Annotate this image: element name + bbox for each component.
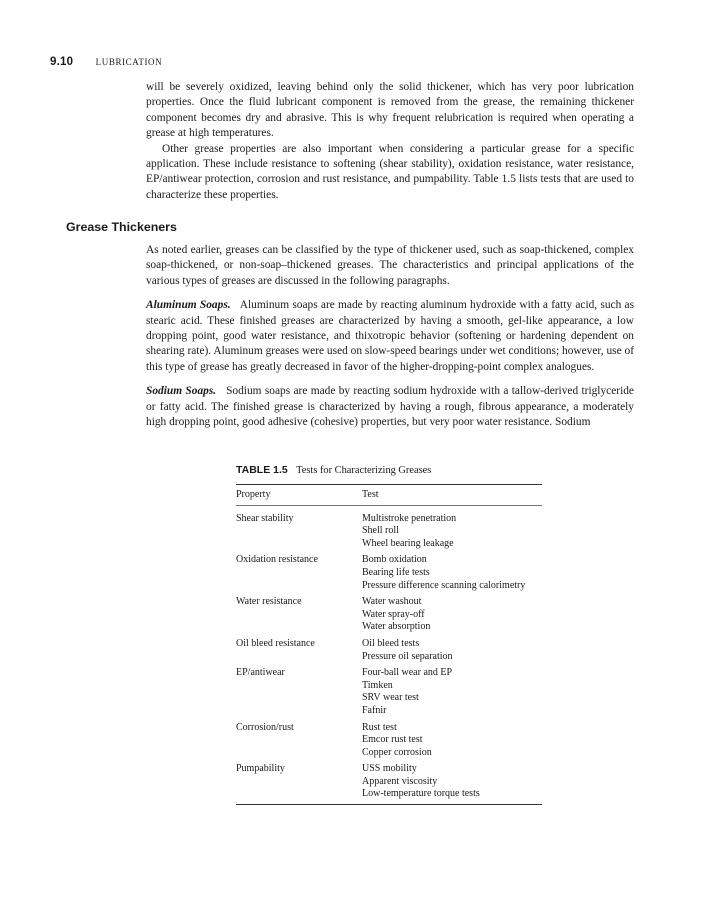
property-cell: Corrosion/rust — [236, 721, 294, 733]
table-row — [236, 663, 542, 680]
table-row — [236, 788, 542, 804]
paragraph-sodium-soaps — [146, 384, 634, 430]
table-row — [236, 759, 542, 776]
paragraph: As noted earlier, greases can be classified by the type of thickener used, such as soap-thickened, complex soap-thickened, or non-soap–thickened greases. The characteristics and principal applications of the various types of greases are discussed in the following paragraphs. — [146, 244, 634, 287]
paragraph: Other grease properties are also important when considering a particular grease for a specific application. These include resistance to softening (shear stability), oxidation resistance, water resistance, EP/antiwear protection, corrosion and rust resistance, and pumpability. Table 1.5 lists tests that are used to characterize these properties. — [146, 142, 634, 201]
table-caption — [236, 464, 542, 476]
table-row — [236, 705, 542, 718]
test-cell: SRV wear test — [362, 692, 419, 704]
table-body — [236, 505, 542, 804]
table-title: Tests for Characterizing Greases — [296, 465, 432, 476]
table-row — [236, 567, 542, 580]
page-number: 9.10 — [50, 56, 74, 68]
intro-text — [146, 80, 634, 203]
table-header-row — [236, 485, 542, 506]
paragraph-text: Sodium soaps are made by reacting sodium hydroxide with a tallow-derived triglyceride or fatty acid. The finished grease is characterized by having a rough, fibrous appearance, a moderately high dropping point, good adhesive (cohesive) properties, but very poor water resistance. Sodium — [146, 385, 634, 429]
column-header-test: Test — [362, 485, 542, 506]
paragraph-text: Aluminum soaps are made by reacting aluminum hydroxide with a fatty acid, such as stearic acid. These finished greases are characterized by having a smooth, gel-like appearance, a low dropping point, good water resistance, and thixotropic behavior (softening or hardening dependent on shearing rate). Aluminum greases were used on slow-speed bearings under wet conditions; however, use of this type of grease has greatly decreased in favor of the higher-dropping-point complex analogues. — [146, 299, 635, 373]
property-cell: Oxidation resistance — [236, 554, 318, 566]
running-header — [50, 52, 162, 70]
test-cell: Water spray-off — [362, 608, 425, 620]
test-cell: Bomb oxidation — [362, 554, 427, 566]
table-row — [236, 505, 542, 525]
table-label: TABLE 1.5 — [236, 464, 288, 476]
table-row — [236, 692, 542, 705]
property-cell — [236, 705, 362, 718]
table-row — [236, 609, 542, 622]
test-cell: Water washout — [362, 596, 422, 608]
table-row — [236, 634, 542, 651]
property-cell — [236, 747, 362, 760]
test-cell: Pressure oil separation — [362, 650, 453, 662]
section-heading: Grease Thickeners — [66, 220, 177, 234]
property-cell — [236, 680, 362, 693]
property-cell — [236, 538, 362, 551]
property-cell — [236, 776, 362, 789]
table-row — [236, 525, 542, 538]
runin-heading: Aluminum Soaps. — [146, 299, 231, 312]
test-cell: Water absorption — [362, 621, 431, 633]
table-1-5 — [236, 464, 542, 805]
table-row — [236, 538, 542, 551]
tests-table — [236, 484, 542, 805]
test-cell: Copper corrosion — [362, 746, 432, 758]
table-row — [236, 580, 542, 593]
property-cell — [236, 651, 362, 664]
test-cell: Fafnir — [362, 704, 387, 716]
test-cell: Shell roll — [362, 525, 399, 537]
test-cell: Four-ball wear and EP — [362, 667, 453, 679]
property-cell — [236, 734, 362, 747]
test-cell: Oil bleed tests — [362, 637, 420, 649]
table-row — [236, 651, 542, 664]
property-cell: Pumpability — [236, 763, 285, 775]
test-cell: Multistroke penetration — [362, 512, 457, 524]
paragraph: will be severely oxidized, leaving behind only the solid thickener, which has very poor lubrication properties. Once the fluid lubricant component is removed from the grease, the remaining thickener component becomes dry and abrasive. This is why frequent relubrication is required when operating a grease at high temperatures. — [146, 81, 634, 140]
table-row — [236, 776, 542, 789]
test-cell: Pressure difference scanning calorimetry — [362, 579, 526, 591]
table-row — [236, 621, 542, 634]
table-row — [236, 592, 542, 609]
test-cell: Wheel bearing leakage — [362, 537, 454, 549]
table-row — [236, 680, 542, 693]
test-cell: Bearing life tests — [362, 566, 430, 578]
test-cell: Low-temperature torque tests — [362, 788, 480, 800]
property-cell — [236, 692, 362, 705]
property-cell — [236, 788, 362, 804]
table-row — [236, 747, 542, 760]
table-row — [236, 550, 542, 567]
runin-heading: Sodium Soaps. — [146, 385, 217, 398]
table-row — [236, 718, 542, 735]
property-cell: EP/antiwear — [236, 667, 285, 679]
test-cell: Apparent viscosity — [362, 775, 438, 787]
section-body — [146, 243, 634, 430]
running-title: LUBRICATION — [95, 57, 163, 67]
property-cell — [236, 567, 362, 580]
test-cell: USS mobility — [362, 763, 417, 775]
property-cell: Oil bleed resistance — [236, 637, 315, 649]
paragraph-aluminum-soaps — [146, 298, 634, 375]
property-cell — [236, 621, 362, 634]
property-cell: Water resistance — [236, 596, 302, 608]
test-cell: Emcor rust test — [362, 734, 423, 746]
property-cell — [236, 580, 362, 593]
property-cell — [236, 609, 362, 622]
table-row — [236, 734, 542, 747]
column-header-property: Property — [236, 485, 362, 506]
test-cell: Rust test — [362, 721, 397, 733]
property-cell: Shear stability — [236, 512, 294, 524]
property-cell — [236, 525, 362, 538]
test-cell: Timken — [362, 679, 393, 691]
